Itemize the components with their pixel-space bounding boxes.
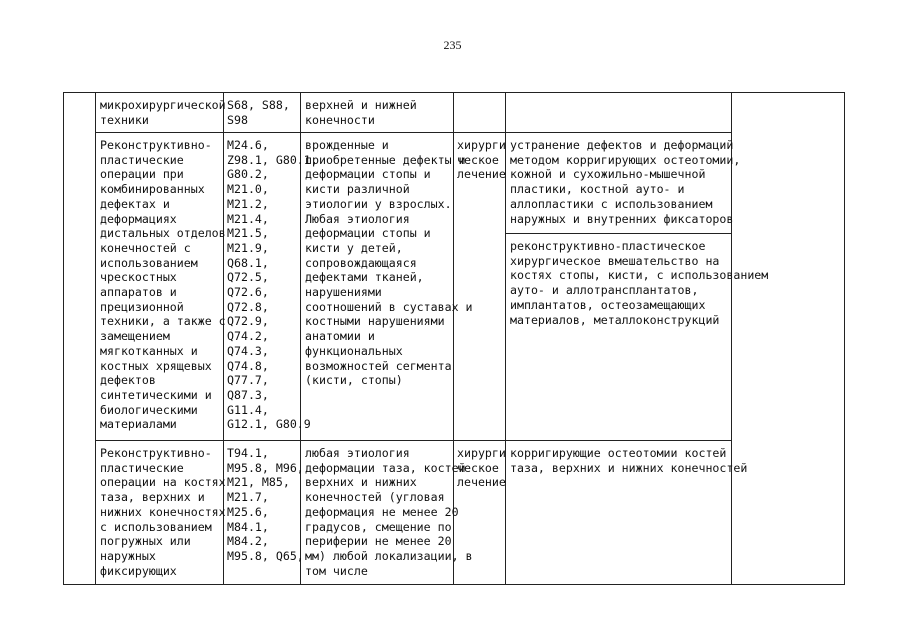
cell-codes: T94.1, M95.8, M96, M21, M85, M21.7, M25.6, M84.1, M84.2, M95.8, Q65,: [227, 446, 304, 563]
page-number: 235: [443, 38, 462, 52]
cell-codes: S68, S88, S98: [227, 98, 290, 127]
cell-name: Реконструктивно- пластические операции на костях таза, верхних и нижних конечностях с использованием погружных или наружных фиксирующих: [100, 446, 226, 578]
cell-method: устранение дефектов и деформаций методом корригирующих остеотомии, кожной и сухожильно-мышечной пластики, костной ауто- и аллопластики с использованием наружных и внутренних фиксаторов: [510, 138, 741, 226]
cell-method: корригирующие остеотомии костей таза, верхних и нижних конечностей: [510, 446, 748, 475]
cell-model: врожденные и приобретенные дефекты и деформации стопы и кисти различной этиологии у взрослых. Любая этиология деформации стопы и кисти у детей, сопровождающаяся дефектами тканей, нарушениями соотношений в суставах и костными нарушениями анатомии и функциональных возможностей сегмента (кисти, стопы): [305, 138, 473, 388]
row-divider: [95, 132, 731, 133]
cell-treatment: хирурги ческое лечение: [457, 138, 506, 182]
cell-model: любая этиология деформации таза, костей верхних и нижних конечностей (угловая деформация не менее 20 градусов, смещение по периферии не менее 20 мм) любой локализации, в том числе: [305, 446, 473, 578]
column-divider: [95, 93, 96, 584]
cell-method: реконструктивно-пластическое хирургическое вмешательство на костях стопы, кисти, с использованием ауто- и аллотрансплантатов, имплантатов, остеозамещающих материалов, металлоконструкций: [510, 239, 769, 327]
row-divider: [95, 440, 731, 441]
cell-name: Реконструктивно- пластические операции при комбинированных дефектах и деформациях дистальных отделов конечностей с использованием чрескостных аппаратов и прецизионной техники, а также с замещением мягкотканных и костных хрящевых дефектов синтетическими и биологическими материалами: [100, 138, 226, 432]
cell-name: микрохирургической техники: [100, 98, 226, 127]
row-divider: [505, 233, 731, 234]
cell-codes: M24.6, Z98.1, G80.1, G80.2, M21.0, M21.2, M21.4, M21.5, M21.9, Q68.1, Q72.5, Q72.6, Q72.8, Q72.9, Q74.2, Q74.3, Q74.8, Q77.7, Q87.3, G11.4, G12.1, G80.9: [227, 138, 318, 432]
cell-treatment: хирурги ческое лечение: [457, 446, 506, 490]
cell-model: верхней и нижней конечности: [305, 98, 417, 127]
procedures-table: [63, 92, 845, 585]
